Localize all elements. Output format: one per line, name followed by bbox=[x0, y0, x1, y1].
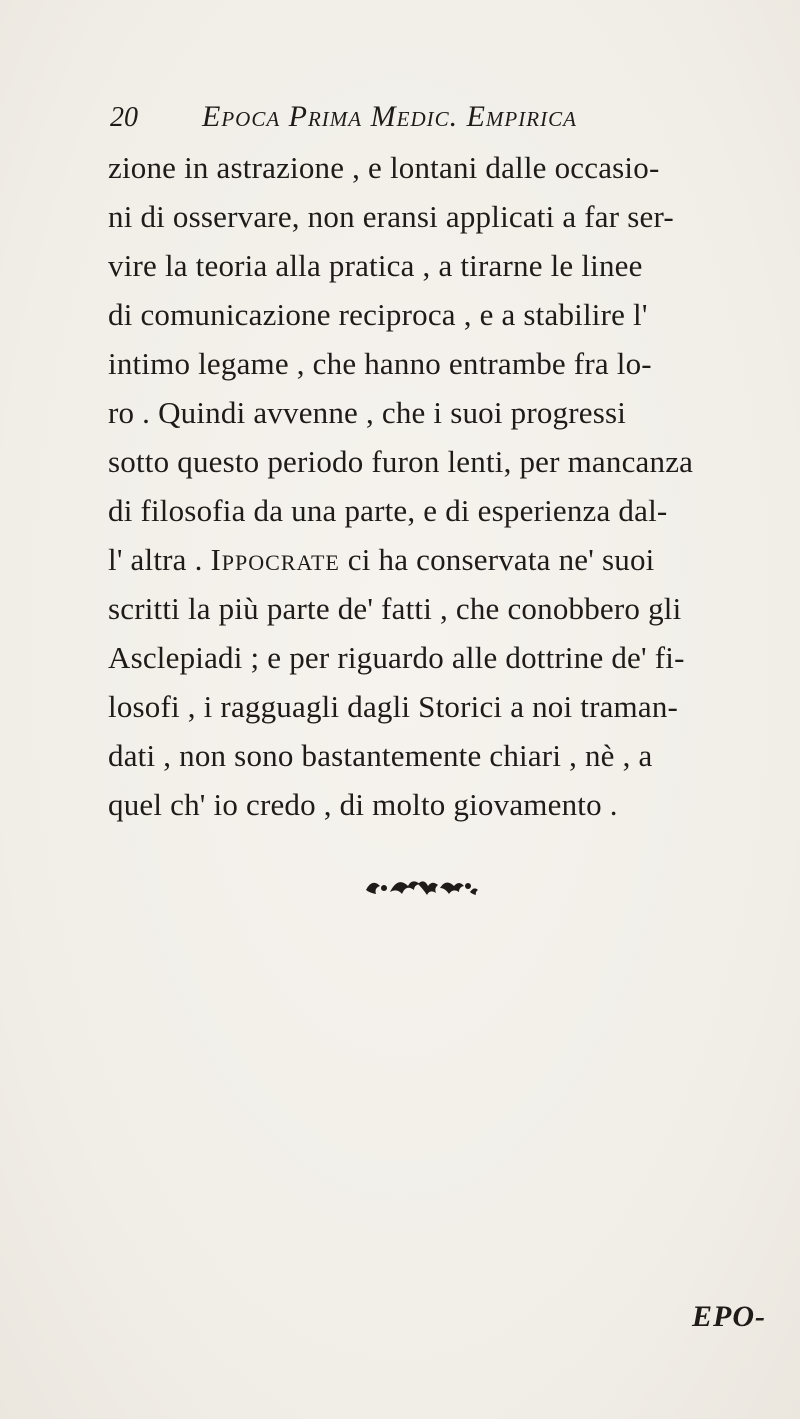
page-number: 20 bbox=[110, 102, 138, 133]
text-line-3: vire la teoria alla pratica , a tirarne le linee bbox=[108, 248, 643, 283]
text-line-8: di filosofia da una parte, e di esperienza dal- bbox=[108, 493, 668, 528]
page-header bbox=[110, 100, 750, 144]
catchword: EPO- bbox=[692, 1300, 766, 1333]
text-line-7: sotto questo periodo furon lenti, per mancanza bbox=[108, 444, 694, 479]
text-line-14: quel ch' io credo , di molto giovamento . bbox=[108, 787, 618, 822]
text-line-11: Asclepiadi ; e per riguardo alle dottrine de' fi- bbox=[108, 640, 685, 675]
body-text bbox=[108, 143, 768, 829]
text-line-9 bbox=[108, 535, 768, 584]
text-line-10: scritti la più parte de' fatti , che conobbero gli bbox=[108, 591, 682, 626]
printer-ornament-icon bbox=[360, 872, 480, 902]
text-line-13: dati , non sono bastantemente chiari , nè , a bbox=[108, 738, 653, 773]
running-head: Epoca Prima Medic. Empirica bbox=[202, 100, 577, 133]
text-line-2: ni di osservare, non eransi applicati a far ser- bbox=[108, 199, 674, 234]
text-line-12: losofi , i ragguagli dagli Storici a noi traman- bbox=[108, 689, 679, 724]
text-line-9-end: ci ha conservata ne' suoi bbox=[339, 542, 655, 577]
text-line-1: zione in astrazione , e lontani dalle occasio- bbox=[108, 150, 660, 185]
text-line-5: intimo legame , che hanno entrambe fra lo- bbox=[108, 346, 652, 381]
text-line-4: di comunicazione reciproca , e a stabilire l' bbox=[108, 297, 648, 332]
author-name-ippocrate: Ippocrate bbox=[210, 542, 340, 577]
text-line-9-start: l' altra . bbox=[108, 542, 211, 577]
text-line-6: ro . Quindi avvenne , che i suoi progressi bbox=[108, 395, 627, 430]
